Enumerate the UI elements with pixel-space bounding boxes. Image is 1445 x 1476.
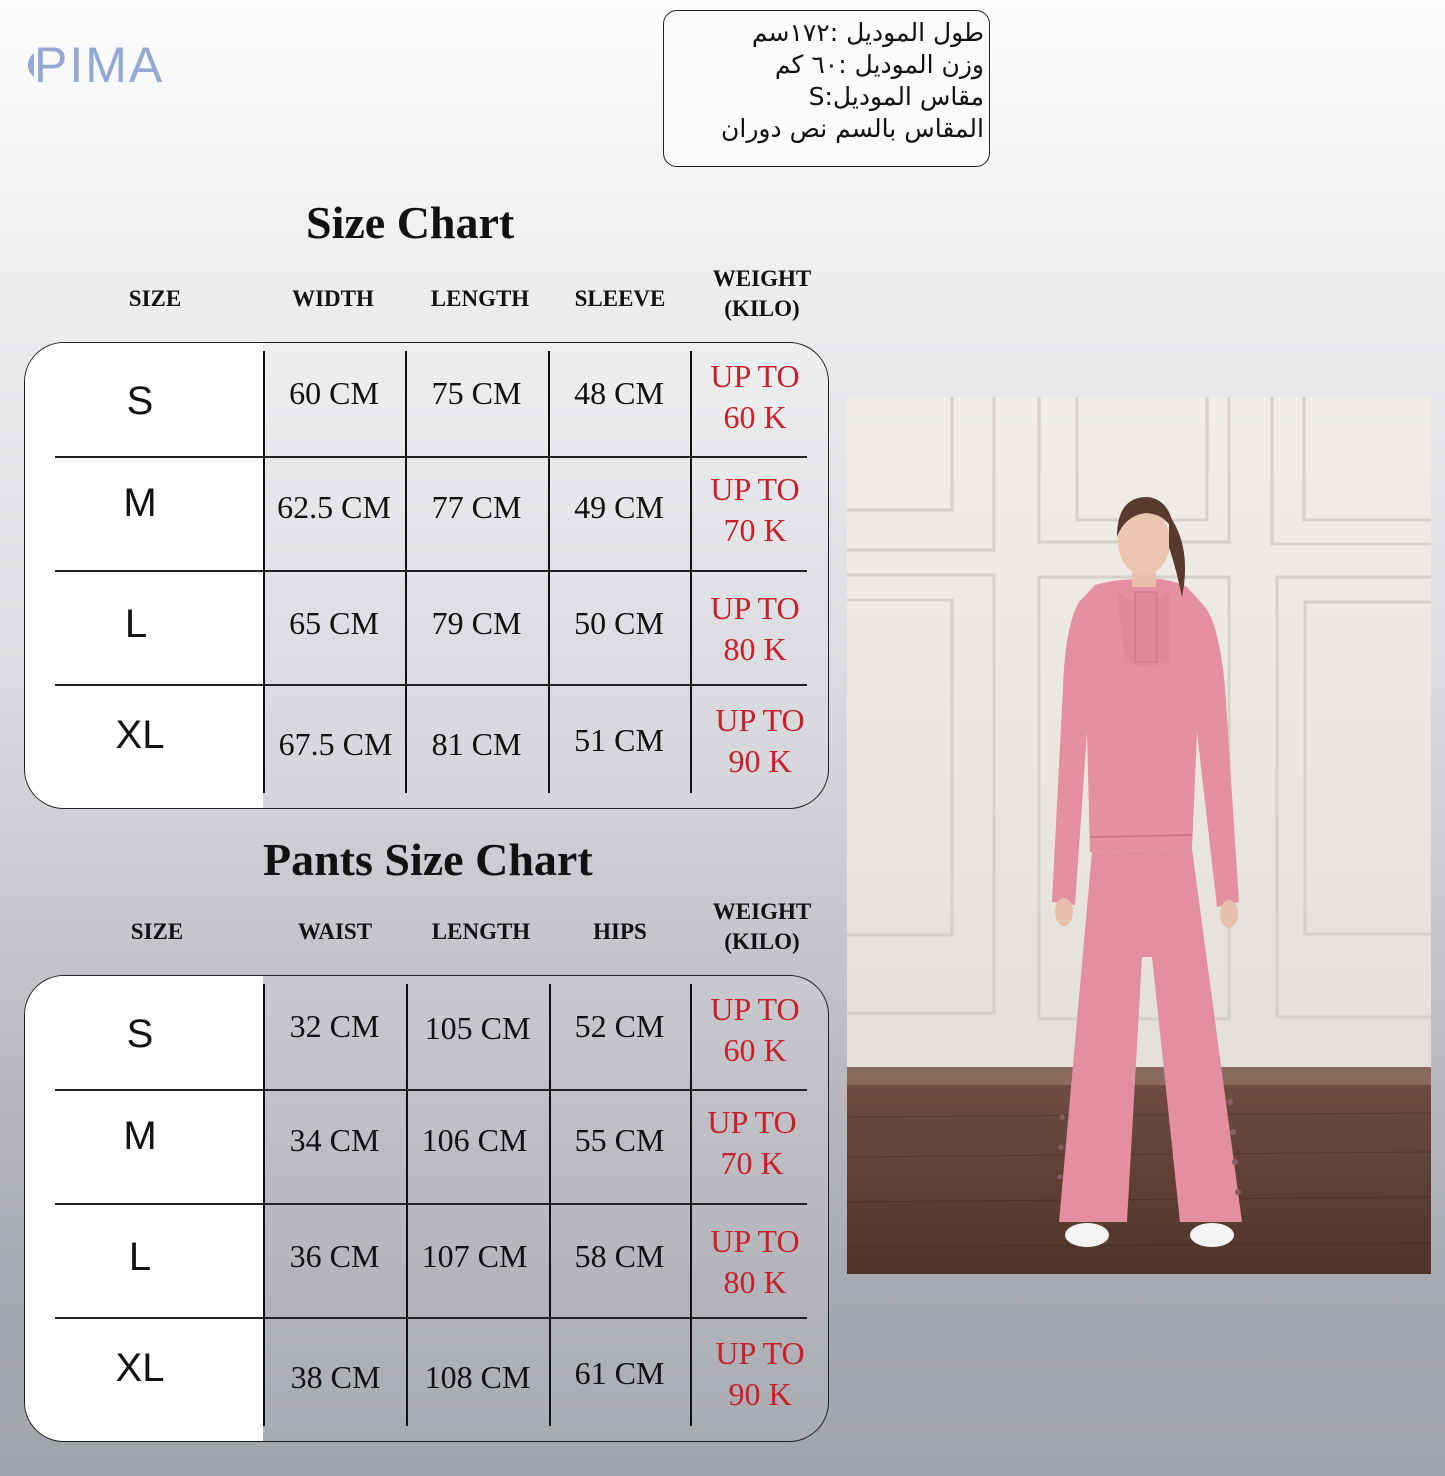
sleeve-m: 49 CM: [574, 489, 664, 525]
weight-value: 80 K: [723, 631, 787, 667]
row-divider: [55, 1089, 807, 1091]
waist-xl: 38 CM: [290, 1359, 381, 1395]
weight-prefix: UP TO: [710, 991, 800, 1027]
model-weight: وزن الموديل :٦٠ كم: [774, 50, 984, 79]
measurement-note: المقاس بالسم نص دوران: [721, 114, 984, 143]
pants-col-head-length: LENGTH: [431, 919, 531, 944]
pants-col-head-size: SIZE: [130, 919, 184, 944]
pants-col-head-waist: WAIST: [297, 919, 373, 944]
weight-value: 90 K: [728, 743, 792, 779]
length-m: 77 CM: [431, 489, 522, 525]
weight-prefix: UP TO: [710, 358, 800, 394]
pants-chart-table: [24, 975, 829, 1442]
col-head-sleeve: SLEEVE: [574, 286, 666, 311]
kilo-label: (KILO): [724, 296, 800, 321]
weight-s: [690, 356, 820, 438]
hips-xl: 61 CM: [574, 1355, 665, 1391]
hips-m: 55 CM: [574, 1122, 665, 1158]
col-head-length: LENGTH: [430, 286, 530, 311]
model-info-box: [663, 10, 990, 167]
width-m: 62.5 CM: [277, 489, 391, 525]
model-photo: [847, 397, 1431, 1274]
pants-length-s: 105 CM: [424, 1010, 531, 1046]
size-chart-table: [24, 342, 829, 809]
pants-col-head-weight: [692, 897, 832, 957]
model-height: طول الموديل :١٧٢سم: [751, 18, 984, 47]
weight-xl: [695, 700, 825, 782]
pants-col-head-hips: HIPS: [593, 919, 647, 944]
row-divider: [55, 684, 807, 686]
pants-weight-s: [690, 989, 820, 1071]
row-divider: [55, 1203, 807, 1205]
model-size: مقاس الموديل:S: [808, 82, 984, 111]
col-head-weight: [692, 264, 832, 324]
weight-value: 80 K: [723, 1264, 787, 1300]
logo-text: PIMA: [34, 37, 165, 93]
pants-length-m: 106 CM: [421, 1122, 528, 1158]
size-m: M: [123, 481, 157, 525]
kilo-label: (KILO): [724, 929, 800, 954]
pants-chart-title: Pants Size Chart: [263, 834, 593, 885]
weight-value: 70 K: [723, 512, 787, 548]
model-photo-illustration: [847, 397, 1431, 1274]
weight-value: 70 K: [720, 1145, 784, 1181]
pants-size-l: L: [128, 1235, 152, 1279]
pants-length-xl: 108 CM: [424, 1359, 531, 1395]
pants-weight-l: [690, 1221, 820, 1303]
weight-prefix: UP TO: [707, 1104, 797, 1140]
weight-value: 60 K: [723, 399, 787, 435]
weight-label: WEIGHT: [712, 266, 812, 291]
weight-value: 60 K: [723, 1032, 787, 1068]
hips-s: 52 CM: [574, 1008, 665, 1044]
row-divider: [55, 570, 807, 572]
pants-weight-m: [687, 1102, 817, 1184]
weight-l: [690, 588, 820, 670]
weight-m: [690, 469, 820, 551]
weight-prefix: UP TO: [710, 590, 800, 626]
weight-label: WEIGHT: [712, 899, 812, 924]
pants-length-l: 107 CM: [421, 1238, 528, 1274]
sleeve-l: 50 CM: [574, 605, 664, 641]
waist-m: 34 CM: [289, 1122, 380, 1158]
waist-s: 32 CM: [289, 1008, 380, 1044]
pants-weight-xl: [695, 1333, 825, 1415]
length-l: 79 CM: [431, 605, 522, 641]
waist-l: 36 CM: [289, 1238, 380, 1274]
sleeve-xl: 51 CM: [574, 722, 664, 758]
weight-prefix: UP TO: [715, 702, 805, 738]
brand-logo: [24, 36, 164, 94]
width-xl: 67.5 CM: [278, 726, 393, 762]
pants-size-m: M: [123, 1114, 157, 1158]
size-chart-title: Size Chart: [306, 197, 515, 248]
row-divider: [55, 1317, 807, 1319]
pants-size-xl: XL: [115, 1346, 165, 1390]
hips-l: 58 CM: [574, 1238, 665, 1274]
weight-prefix: UP TO: [715, 1335, 805, 1371]
weight-prefix: UP TO: [710, 1223, 800, 1259]
row-divider: [55, 456, 807, 458]
size-s: S: [126, 379, 154, 423]
length-xl: 81 CM: [431, 726, 522, 762]
weight-value: 90 K: [728, 1376, 792, 1412]
length-s: 75 CM: [431, 375, 522, 411]
size-xl: XL: [115, 713, 165, 757]
width-l: 65 CM: [289, 605, 379, 641]
col-head-width: WIDTH: [292, 286, 374, 311]
leaf-icon: [24, 45, 38, 85]
sleeve-s: 48 CM: [574, 375, 664, 411]
width-s: 60 CM: [289, 375, 379, 411]
pants-size-s: S: [126, 1012, 154, 1056]
col-head-size: SIZE: [128, 286, 182, 311]
size-l: L: [124, 602, 148, 646]
weight-prefix: UP TO: [710, 471, 800, 507]
